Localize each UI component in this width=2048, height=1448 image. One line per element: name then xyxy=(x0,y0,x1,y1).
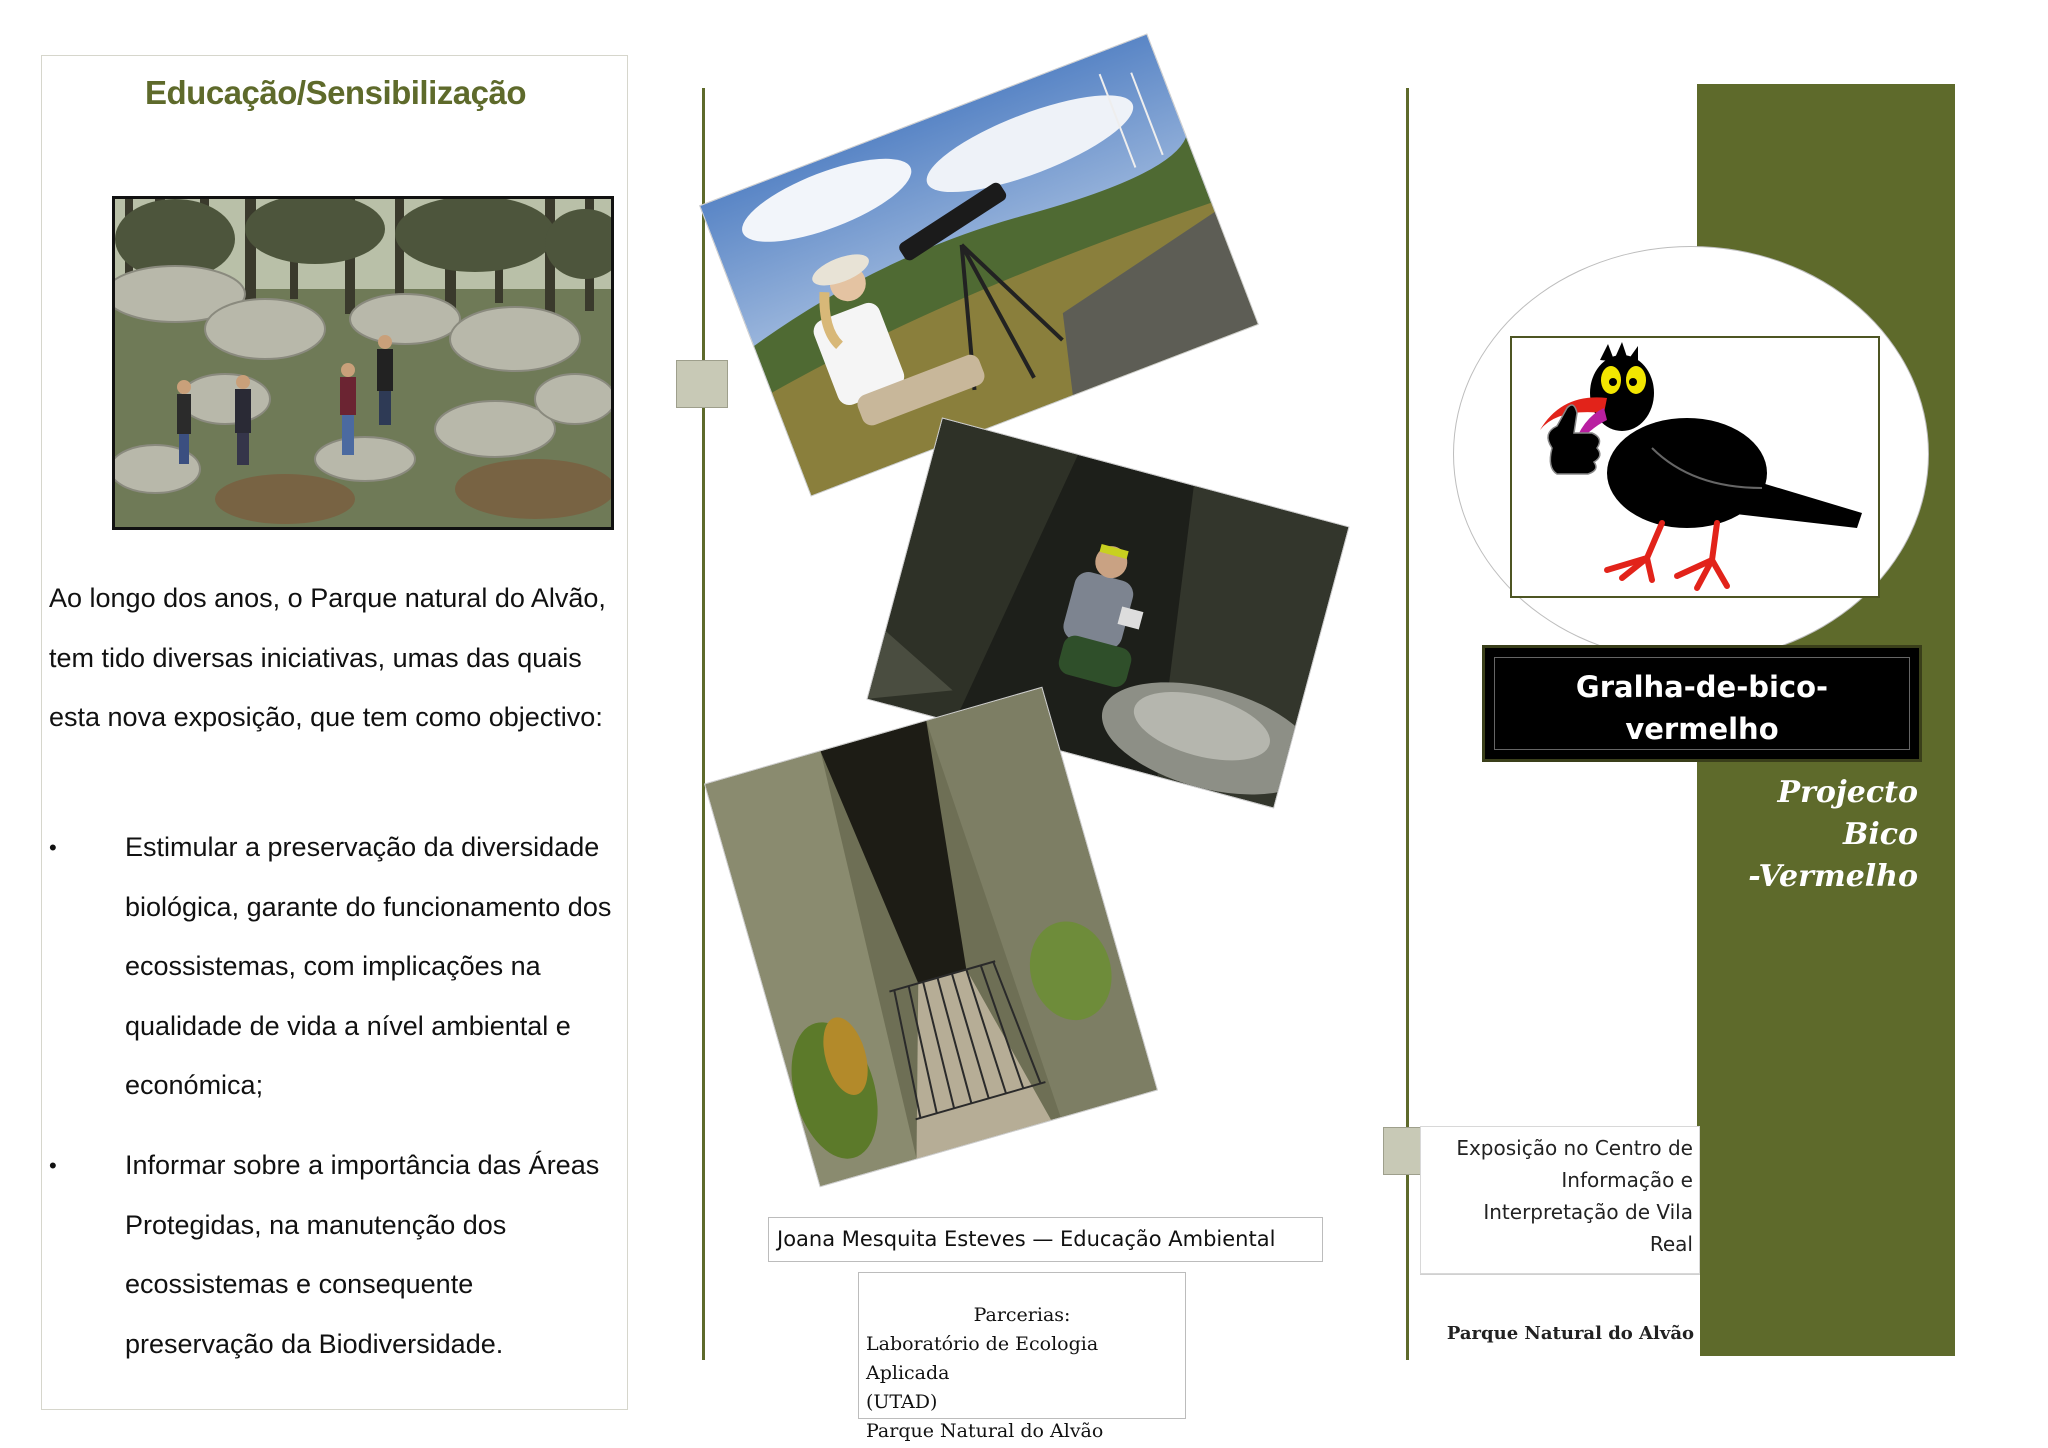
exhibition-line: Exposição no Centro de xyxy=(1456,1136,1693,1160)
birdwatcher-scene-icon xyxy=(700,35,1257,496)
species-name xyxy=(1485,666,1919,750)
gorge-scene-icon xyxy=(705,688,1157,1186)
exhibition-line: Interpretação de Vila xyxy=(1483,1200,1693,1224)
objective-list-item xyxy=(49,818,624,1116)
partners-title: Parcerias: xyxy=(973,1304,1071,1326)
project-name-line: -Vermelho xyxy=(1748,859,1918,894)
exhibition-line: Informação e xyxy=(1561,1168,1693,1192)
species-name-line: Gralha-de-bico- xyxy=(1575,670,1829,704)
species-title-box xyxy=(1482,645,1922,762)
partner-item: Parque Natural do Alvão xyxy=(866,1420,1104,1442)
exhibition-location xyxy=(1420,1126,1700,1274)
hikers-scene-icon xyxy=(115,199,611,527)
intro-paragraph: Ao longo dos anos, o Parque natural do Alvão, tem tido diversas iniciativas, umas das quais esta nova exposição, que tem como objectivo: xyxy=(49,583,606,732)
left-panel xyxy=(41,55,628,1410)
partner-item: (UTAD) xyxy=(866,1391,938,1413)
partners-box xyxy=(858,1272,1186,1442)
section-title: Educação/Sensibilização xyxy=(145,74,526,111)
species-name-line: vermelho xyxy=(1625,712,1779,746)
chough-mascot-icon xyxy=(1512,338,1878,596)
park-name: Parque Natural do Alvão xyxy=(1420,1274,1700,1358)
hikers-photo xyxy=(112,196,614,530)
partner-item: Laboratório de Ecologia Aplicada xyxy=(866,1333,1099,1384)
bullet-marker: • xyxy=(49,1153,57,1178)
birdwatcher-photo xyxy=(700,35,1257,496)
decorative-square xyxy=(676,360,728,408)
objective-list-item xyxy=(49,1136,624,1374)
bullet-marker: • xyxy=(49,835,57,860)
author-credit: Joana Mesquita Esteves — Educação Ambiental xyxy=(768,1217,1323,1262)
objective-text: Estimular a preservação da diversidade biológica, garante do funcionamento dos ecossistemas, com implicações na qualidade de vida a nível ambiental e económica; xyxy=(125,832,612,1100)
project-name xyxy=(1700,772,1918,898)
chough-mascot-frame xyxy=(1510,336,1880,598)
fold-divider xyxy=(702,88,705,1360)
gorge-gate-photo xyxy=(705,688,1157,1186)
objective-text: Informar sobre a importância das Áreas Protegidas, na manutenção dos ecossistemas e consequente preservação da Biodiversidade. xyxy=(125,1150,600,1359)
project-name-line: Projecto Bico xyxy=(1777,775,1918,852)
exhibition-line: Real xyxy=(1649,1232,1693,1256)
